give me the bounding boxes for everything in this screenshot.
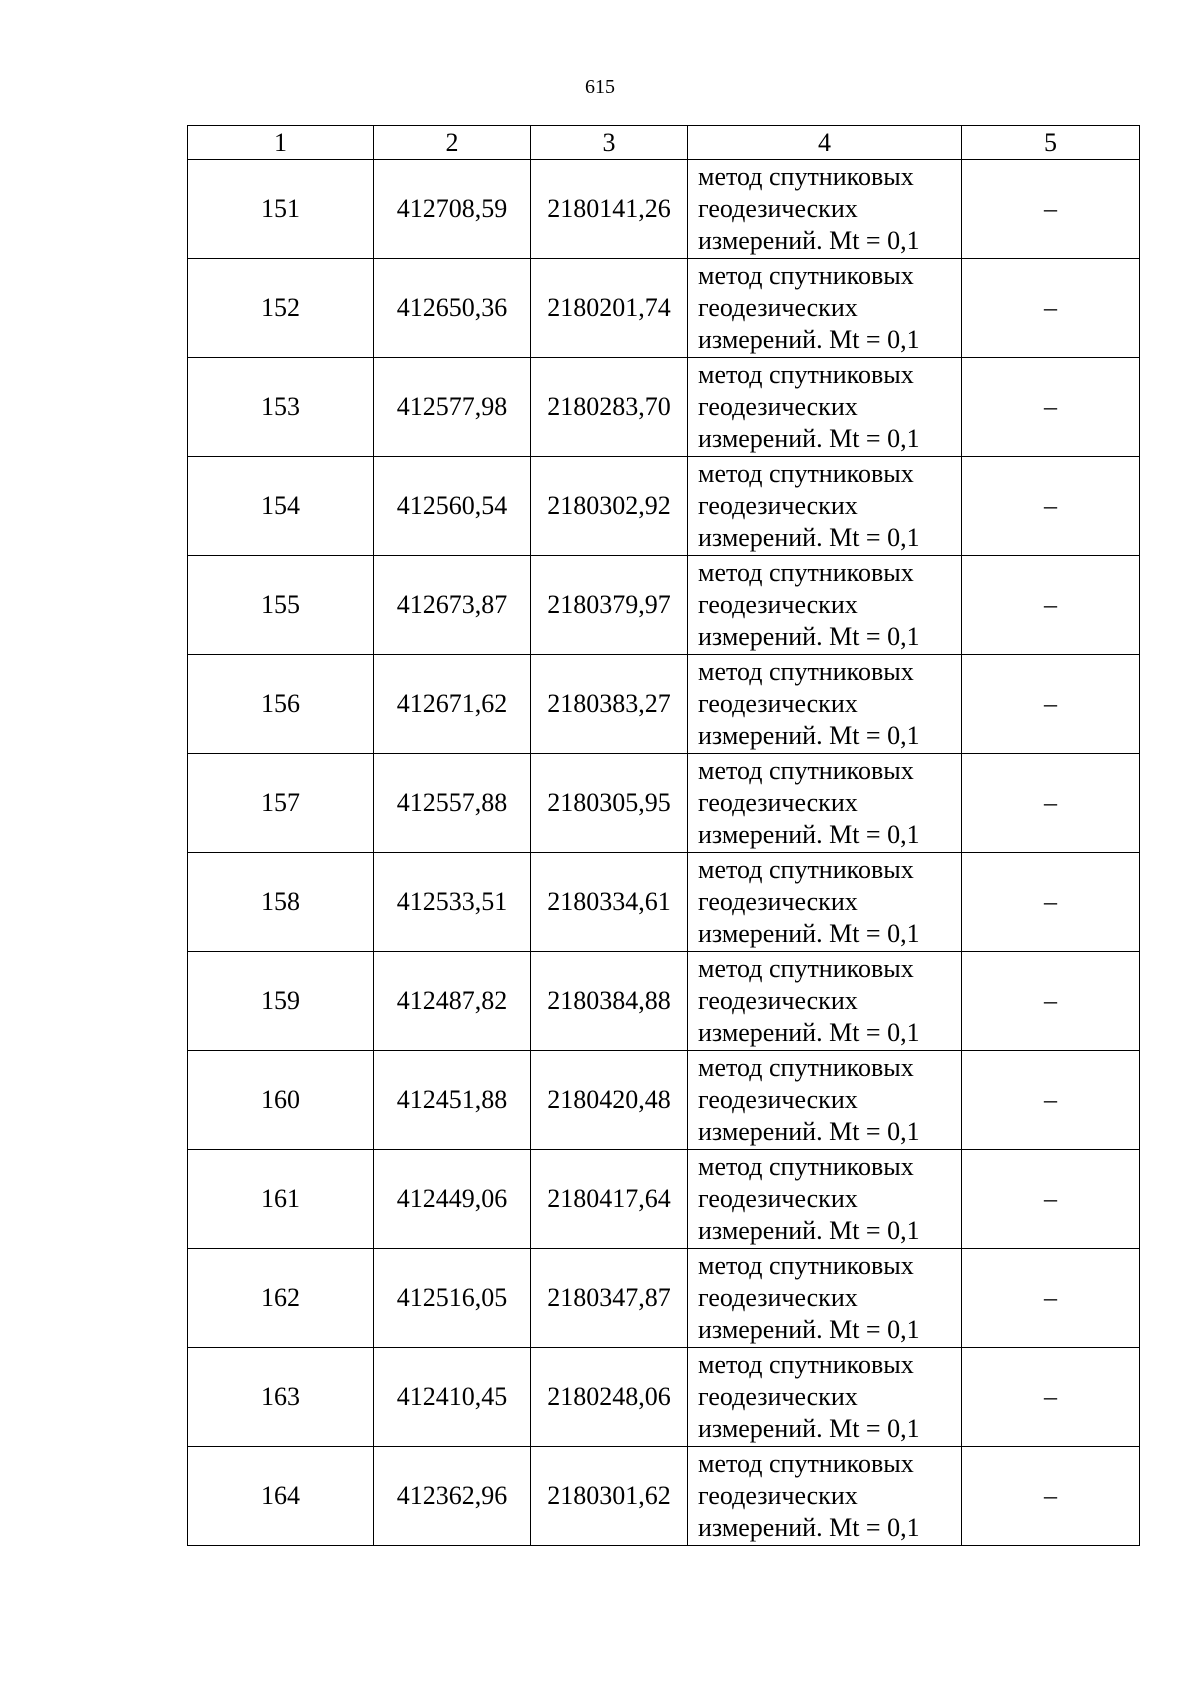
- method-cell: [688, 853, 962, 952]
- y-coordinate-cell: 2180283,70: [531, 358, 688, 457]
- y-coordinate-cell: 2180141,26: [531, 160, 688, 259]
- header-col-2: 2: [374, 126, 531, 160]
- method-line: измерений. Mt = 0,1: [698, 622, 920, 651]
- table-body: [188, 160, 1140, 1546]
- method-line: метод спутниковых: [698, 1251, 914, 1280]
- method-line: геодезических: [698, 1085, 858, 1114]
- point-number-cell: 156: [188, 655, 374, 754]
- method-line: метод спутниковых: [698, 261, 914, 290]
- table-row: [188, 1249, 1140, 1348]
- method-cell: [688, 457, 962, 556]
- x-coordinate-cell: 412671,62: [374, 655, 531, 754]
- y-coordinate-cell: 2180334,61: [531, 853, 688, 952]
- y-coordinate-cell: 2180248,06: [531, 1348, 688, 1447]
- method-line: метод спутниковых: [698, 360, 914, 389]
- method-line: измерений. Mt = 0,1: [698, 820, 920, 849]
- method-cell: [688, 259, 962, 358]
- header-col-4: 4: [688, 126, 962, 160]
- point-number-cell: 158: [188, 853, 374, 952]
- x-coordinate-cell: 412557,88: [374, 754, 531, 853]
- note-cell: –: [962, 754, 1140, 853]
- method-line: измерений. Mt = 0,1: [698, 226, 920, 255]
- y-coordinate-cell: 2180302,92: [531, 457, 688, 556]
- x-coordinate-cell: 412708,59: [374, 160, 531, 259]
- y-coordinate-cell: 2180301,62: [531, 1447, 688, 1546]
- x-coordinate-cell: 412451,88: [374, 1051, 531, 1150]
- y-coordinate-cell: 2180384,88: [531, 952, 688, 1051]
- table-row: [188, 952, 1140, 1051]
- x-coordinate-cell: 412577,98: [374, 358, 531, 457]
- method-line: геодезических: [698, 392, 858, 421]
- note-cell: –: [962, 259, 1140, 358]
- method-line: метод спутниковых: [698, 855, 914, 884]
- method-line: метод спутниковых: [698, 459, 914, 488]
- table-row: [188, 754, 1140, 853]
- method-cell: [688, 160, 962, 259]
- note-cell: –: [962, 358, 1140, 457]
- method-line: метод спутниковых: [698, 954, 914, 983]
- note-cell: –: [962, 1447, 1140, 1546]
- method-line: геодезических: [698, 986, 858, 1015]
- table-row: [188, 457, 1140, 556]
- x-coordinate-cell: 412533,51: [374, 853, 531, 952]
- y-coordinate-cell: 2180420,48: [531, 1051, 688, 1150]
- note-cell: –: [962, 655, 1140, 754]
- note-cell: –: [962, 1150, 1140, 1249]
- table-row: [188, 1150, 1140, 1249]
- method-line: измерений. Mt = 0,1: [698, 1018, 920, 1047]
- x-coordinate-cell: 412650,36: [374, 259, 531, 358]
- note-cell: –: [962, 1348, 1140, 1447]
- table-row: [188, 853, 1140, 952]
- method-cell: [688, 655, 962, 754]
- method-line: геодезических: [698, 1481, 858, 1510]
- method-line: метод спутниковых: [698, 756, 914, 785]
- table-row: [188, 1447, 1140, 1546]
- note-cell: –: [962, 853, 1140, 952]
- point-number-cell: 159: [188, 952, 374, 1051]
- x-coordinate-cell: 412560,54: [374, 457, 531, 556]
- method-line: геодезических: [698, 1382, 858, 1411]
- method-cell: [688, 358, 962, 457]
- point-number-cell: 151: [188, 160, 374, 259]
- y-coordinate-cell: 2180383,27: [531, 655, 688, 754]
- point-number-cell: 160: [188, 1051, 374, 1150]
- method-line: метод спутниковых: [698, 162, 914, 191]
- method-line: измерений. Mt = 0,1: [698, 523, 920, 552]
- x-coordinate-cell: 412487,82: [374, 952, 531, 1051]
- header-col-3: 3: [531, 126, 688, 160]
- method-line: геодезических: [698, 1184, 858, 1213]
- method-cell: [688, 1150, 962, 1249]
- point-number-cell: 154: [188, 457, 374, 556]
- point-number-cell: 164: [188, 1447, 374, 1546]
- note-cell: –: [962, 952, 1140, 1051]
- method-line: геодезических: [698, 887, 858, 916]
- x-coordinate-cell: 412673,87: [374, 556, 531, 655]
- note-cell: –: [962, 457, 1140, 556]
- method-cell: [688, 1447, 962, 1546]
- method-line: измерений. Mt = 0,1: [698, 325, 920, 354]
- point-number-cell: 163: [188, 1348, 374, 1447]
- x-coordinate-cell: 412516,05: [374, 1249, 531, 1348]
- table-row: [188, 655, 1140, 754]
- method-line: геодезических: [698, 689, 858, 718]
- method-line: метод спутниковых: [698, 1449, 914, 1478]
- method-line: измерений. Mt = 0,1: [698, 424, 920, 453]
- table-row: [188, 556, 1140, 655]
- method-line: измерений. Mt = 0,1: [698, 1315, 920, 1344]
- method-cell: [688, 1051, 962, 1150]
- table-row: [188, 1348, 1140, 1447]
- note-cell: –: [962, 1051, 1140, 1150]
- method-cell: [688, 1249, 962, 1348]
- method-line: геодезических: [698, 194, 858, 223]
- method-line: геодезических: [698, 590, 858, 619]
- method-line: метод спутниковых: [698, 1152, 914, 1181]
- header-col-1: 1: [188, 126, 374, 160]
- y-coordinate-cell: 2180305,95: [531, 754, 688, 853]
- method-line: геодезических: [698, 491, 858, 520]
- method-cell: [688, 952, 962, 1051]
- point-number-cell: 153: [188, 358, 374, 457]
- page-number: 615: [585, 76, 615, 98]
- note-cell: –: [962, 556, 1140, 655]
- point-number-cell: 157: [188, 754, 374, 853]
- method-line: измерений. Mt = 0,1: [698, 1117, 920, 1146]
- method-cell: [688, 754, 962, 853]
- method-line: геодезических: [698, 1283, 858, 1312]
- method-line: геодезических: [698, 293, 858, 322]
- point-number-cell: 152: [188, 259, 374, 358]
- method-line: метод спутниковых: [698, 558, 914, 587]
- method-line: измерений. Mt = 0,1: [698, 1414, 920, 1443]
- method-line: измерений. Mt = 0,1: [698, 1513, 920, 1542]
- x-coordinate-cell: 412362,96: [374, 1447, 531, 1546]
- table-row: [188, 160, 1140, 259]
- point-number-cell: 162: [188, 1249, 374, 1348]
- x-coordinate-cell: 412410,45: [374, 1348, 531, 1447]
- point-number-cell: 155: [188, 556, 374, 655]
- table-header: [188, 126, 1140, 160]
- header-row: [188, 126, 1140, 160]
- table-row: [188, 259, 1140, 358]
- table-row: [188, 1051, 1140, 1150]
- header-col-5: 5: [962, 126, 1140, 160]
- method-cell: [688, 556, 962, 655]
- table-row: [188, 358, 1140, 457]
- x-coordinate-cell: 412449,06: [374, 1150, 531, 1249]
- method-line: метод спутниковых: [698, 657, 914, 686]
- y-coordinate-cell: 2180347,87: [531, 1249, 688, 1348]
- method-line: метод спутниковых: [698, 1053, 914, 1082]
- note-cell: –: [962, 160, 1140, 259]
- method-line: измерений. Mt = 0,1: [698, 1216, 920, 1245]
- method-line: метод спутниковых: [698, 1350, 914, 1379]
- coordinates-table: [187, 125, 1140, 1546]
- point-number-cell: 161: [188, 1150, 374, 1249]
- method-line: измерений. Mt = 0,1: [698, 721, 920, 750]
- method-cell: [688, 1348, 962, 1447]
- y-coordinate-cell: 2180201,74: [531, 259, 688, 358]
- note-cell: –: [962, 1249, 1140, 1348]
- method-line: измерений. Mt = 0,1: [698, 919, 920, 948]
- y-coordinate-cell: 2180379,97: [531, 556, 688, 655]
- method-line: геодезических: [698, 788, 858, 817]
- y-coordinate-cell: 2180417,64: [531, 1150, 688, 1249]
